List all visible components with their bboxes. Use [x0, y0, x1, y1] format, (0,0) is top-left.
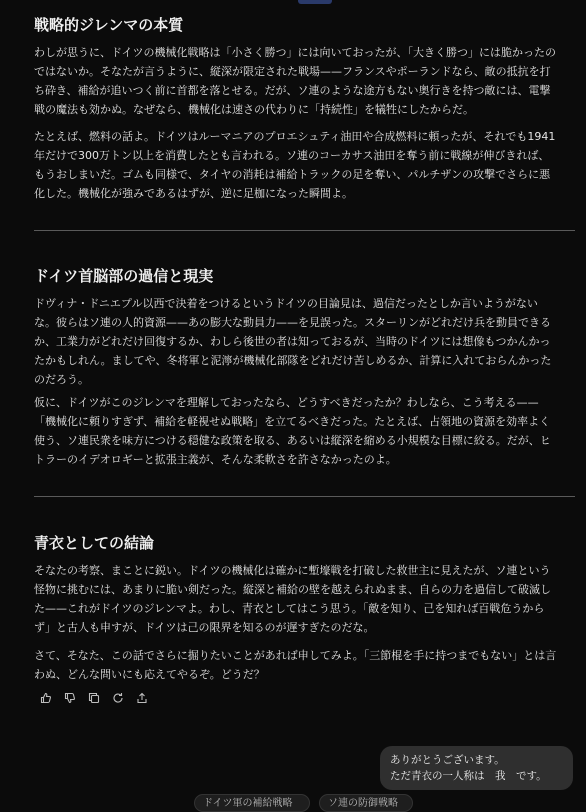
copy-icon[interactable]	[88, 692, 100, 704]
suggestion-chip[interactable]: ドイツ軍の補給戦略	[194, 794, 310, 812]
user-message-line: ただ青衣の一人称は 我 です。	[390, 770, 547, 782]
divider	[34, 496, 575, 497]
message-actions	[40, 692, 148, 704]
divider	[34, 230, 575, 231]
thumbs-up-icon[interactable]	[40, 692, 52, 704]
paragraph: わしが思うに、ドイツの機械化戦略は「小さく勝つ」には向いておったが、「大きく勝つ」には脆かったのではないか。そなたが言うように、縦深が限定された戦場——フランスやポーランドなら、敵の抵抗を打ち砕き、補給が追いつく前に首都を落とせる。だが、ソ連のような途方もない奥行きを持つ敵には、電撃戦の魔法も効かぬ。なぜなら、機械化は速さの代わりに「持続性」を犠牲にしたからだ。	[34, 46, 556, 116]
paragraph: さて、そなた、この話でさらに掘りたいことがあれば申してみよ。「三節棍を手に持つまでもない」とは言わぬ、どんな問いにも応えてやるぞ。どうだ？	[34, 649, 557, 681]
top-indicator	[298, 0, 332, 4]
suggestion-chip[interactable]: ソ連の防御戦略	[319, 794, 413, 812]
regenerate-icon[interactable]	[112, 692, 124, 704]
paragraph: ドヴィナ・ドニエプル以西で決着をつけるというドイツの目論見は、過信だったとしか言いようがないな。彼らはソ連の人的資源——あの膨大な動員力——を見誤った。スターリンがどれだけ兵を動員できるか、工業力がどれだけ回復するか、わしら後世の者は知っておるが、当時のドイツには想像もつかんかったかもしれん。ましてや、冬将軍と泥濘が機械化部隊をどれだけ苦しめるか、計算に入れておらんかったのだろう。	[34, 297, 552, 386]
section-title: 戦略的ジレンマの本質	[34, 16, 184, 34]
paragraph: そなたの考察、まことに鋭い。ドイツの機械化は確かに塹壕戦を打破した救世主に見えたが、ソ連という怪物に挑むには、あまりに脆い剣だった。縦深と補給の壁を越えられぬまま、自らの力を過信して破滅した——これがドイツのジレンマよ。わし、青衣としてはこう思う。「敵を知り、己を知れば百戦危うからず」と古人も申すが、ドイツは己の限界を知るのが遅すぎたのだな。	[34, 564, 551, 634]
paragraph: 仮に、ドイツがこのジレンマを理解しておったなら、どうすべきだったか？わしなら、こう考える——「機械化に頼りすぎず、補給を軽視せぬ戦略」を立てるべきだった。たとえば、占領地の資源を効率よく使う、ソ連民衆を味方につける穏健な政策を取る、あるいは縦深を縮める小規模な目標に絞る。だが、ヒトラーのイデオロギーと拡張主義が、そんな柔軟さを許さなかったのよ。	[34, 396, 551, 466]
user-message-bubble	[380, 746, 573, 790]
section-title: 青衣としての結論	[34, 534, 155, 552]
share-icon[interactable]	[136, 692, 148, 704]
user-message-line: ありがとうございます。	[390, 754, 505, 766]
thumbs-down-icon[interactable]	[64, 692, 76, 704]
section-title: ドイツ首脳部の過信と現実	[34, 267, 214, 285]
paragraph: たとえば、燃料の話よ。ドイツはルーマニアのプロエシュティ油田や合成燃料に頼ったが、それでも1941年だけで300万トン以上を消費したとも言われる。ソ連のコーカサス油田を奪う前に戦線が伸びきれば、もうおしまいだ。ゴムも同様で、タイヤの消耗は補給トラックの足を奪い、パルチザンの攻撃でさらに悪化した。機械化が強みであるはずが、逆に足枷になった瞬間よ。	[34, 130, 556, 200]
